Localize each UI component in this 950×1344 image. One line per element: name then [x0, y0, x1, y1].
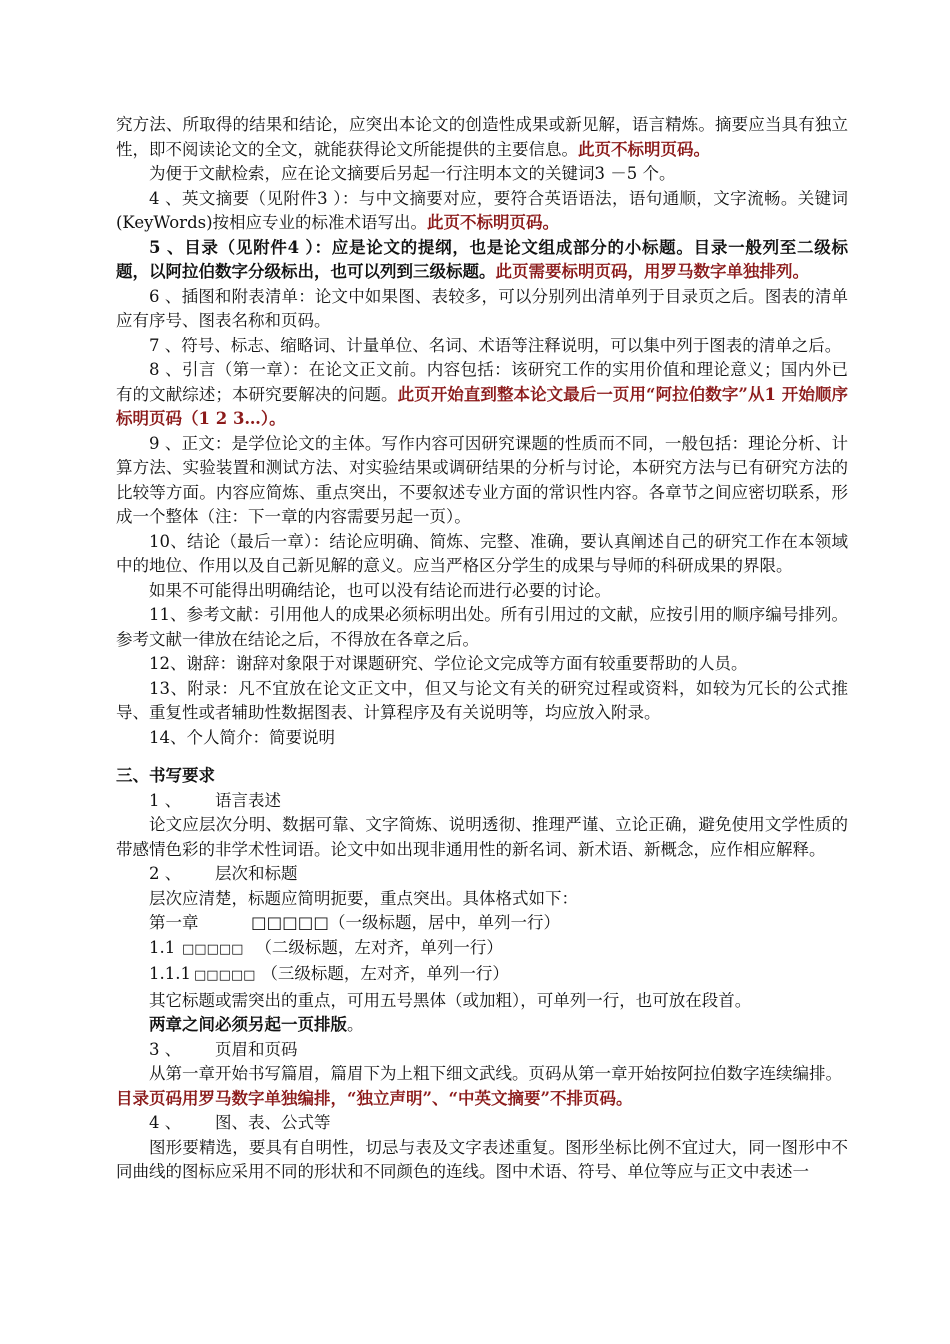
format-level2 [116, 936, 848, 963]
red-note: 此页不标明页码。 [427, 213, 560, 232]
format-level3 [116, 962, 848, 989]
paragraph-acknowledgements: 12、谢辞：谢辞对象限于对课题研究、学位论文完成等方面有较重要帮助的人员。 [149, 654, 748, 673]
red-note: 此页开始直到整本论文最后一页用“阿拉伯数字”从1 开始顺序标明页码（1 2 3…）。 [116, 384, 848, 428]
format-boxes: □□□□□ [251, 913, 329, 932]
paragraph-text: 究方法、所取得的结果和结论，应突出本论文的创造性成果或新见解，语言精炼。摘要应当具有独立性，即不阅读论文的全文，就能获得论文所能提供的主要信息。 [116, 115, 848, 159]
format-level1 [116, 911, 848, 936]
subsection-header-footer [116, 1038, 848, 1063]
paragraph-chapter-break [116, 1013, 848, 1038]
format-label: 1.1 [149, 937, 176, 957]
paragraph-english-abstract [116, 187, 848, 236]
subsection-number: 3 、 [149, 1039, 182, 1059]
paragraph-text: 4 、英文摘要（见附件3 ）：与中文摘要对应，要符合英语语法，语句通顺，文字流畅。关键词(KeyWords)按相应专业的标准术语写出。 [116, 188, 848, 232]
subsection-language [116, 789, 848, 814]
paragraph-references: 11、参考文献：引用他人的成果必须标明出处。所有引用过的文献，应按引用的顺序编号排列。参考文献一律放在结论之后，不得放在各章之后。 [116, 605, 848, 649]
paragraph-biography: 14、个人简介：简要说明 [149, 727, 335, 747]
paragraph-figures-list: 6 、插图和附表清单：论文中如果图、表较多，可以分别列出清单列于目录页之后。图表的清单应有序号、图表名称和页码。 [116, 286, 848, 330]
subsection-levels [116, 862, 848, 887]
subsection-figures [116, 1111, 848, 1136]
bold-text: 5 、目录（见附件4 ）：应是论文的提纲，也是论文组成部分的小标题。目录一般列至二级标题，以阿拉伯数字分级标出，也可以列到三级标题。 [116, 237, 848, 281]
red-note: 此页不标明页码。 [578, 139, 710, 159]
paragraph-abstract-end [116, 113, 848, 162]
subsection-title: 层次和标题 [215, 864, 298, 883]
subsection-title: 语言表述 [215, 790, 281, 810]
paragraph-page-number-rule: 目录页码用罗马数字单独编排，“独立声明”、“中英文摘要”不排页码。 [116, 1088, 633, 1108]
format-desc: （一级标题，居中，单列一行） [328, 913, 560, 932]
paragraph-appendix: 13、附录：凡不宜放在论文正文中，但又与论文有关的研究过程或资料，如较为冗长的公式推导、重复性或者辅助性数据图表、计算程序及有关说明等，均应放入附录。 [116, 678, 848, 722]
paragraph-toc [116, 236, 848, 285]
paragraph-language: 论文应层次分明、数据可靠、文字简炼、说明透彻、推理严谨、立论正确，避免使用文学性质的带感情色彩的非学术性词语。论文中如出现非通用性的新名词、新术语、新概念，应作相应解释。 [116, 815, 848, 859]
subsection-number: 1 、 [149, 790, 182, 810]
format-label: 第一章 [149, 913, 199, 932]
paragraph-levels: 层次应清楚，标题应简明扼要，重点突出。具体格式如下： [149, 888, 578, 908]
format-boxes: □□□□□ [194, 968, 256, 983]
document-body [116, 113, 848, 1185]
subsection-title: 图、表、公式等 [215, 1113, 331, 1132]
paragraph-header-footer: 从第一章开始书写篇眉，篇眉下为上粗下细文武线。页码从第一章开始按阿拉伯数字连续编排。 [149, 1064, 842, 1083]
section-heading: 三、书写要求 [116, 766, 215, 785]
paragraph-figures: 图形要精选，要具有自明性，切忌与表及文字表述重复。图形坐标比例不宜过大，同一图形中不同曲线的图标应采用不同的形状和不同颜色的连线。图中术语、符号、单位等应与正文中表述一 [116, 1137, 848, 1181]
format-desc: （三级标题，左对齐，单列一行） [261, 964, 509, 983]
paragraph-text: 8 、引言（第一章）：在论文正文前。内容包括：该研究工作的实用价值和理论意义；国内外已有的文献综述；本研究要解决的问题。 [116, 360, 848, 404]
subsection-title: 页眉和页码 [215, 1039, 298, 1059]
subsection-number: 4 、 [149, 1113, 182, 1132]
format-boxes: □□□□□ [182, 941, 244, 957]
format-label: 1.1.1 [149, 964, 191, 983]
paragraph-introduction [116, 358, 848, 432]
bold-text: 两章之间必须另起一页排版 [149, 1015, 347, 1034]
paragraph-conclusion-note: 如果不可能得出明确结论，也可以没有结论而进行必要的讨论。 [149, 580, 611, 600]
format-desc: （二级标题，左对齐，单列一行） [255, 937, 503, 957]
paragraph-other-headings: 其它标题或需突出的重点，可用五号黑体（或加粗），可单列一行，也可放在段首。 [149, 990, 752, 1010]
paragraph-conclusion: 10、结论（最后一章）：结论应明确、简炼、完整、准确，要认真阐述自己的研究工作在本领域中的地位、作用以及自己新见解的意义。应当严格区分学生的成果与导师的科研成果的界限。 [116, 531, 848, 575]
paragraph-main-body: 9 、正文：是学位论文的主体。写作内容可因研究课题的性质而不同，一般包括：理论分析、计算方法、实验装置和测试方法、对实验结果或调研结果的分析与讨论，本研究方法与已有研究方法的比较等方面。内容应简炼、重点突出，不要叙述专业方面的常识性内容。各章节之间应密切联系，形成一个整体（注：下一章的内容需要另起一页）。 [116, 433, 848, 526]
red-note: 此页需要标明页码，用罗马数字单独排列。 [495, 262, 809, 281]
paragraph-symbols: 7 、符号、标志、缩略词、计量单位、名词、术语等注释说明，可以集中列于图表的清单之后。 [149, 335, 842, 355]
subsection-number: 2 、 [149, 864, 182, 883]
paragraph-keywords: 为便于文献检索，应在论文摘要后另起一行注明本文的关键词3 －5 个。 [149, 164, 676, 183]
paragraph-text: 。 [347, 1015, 364, 1034]
